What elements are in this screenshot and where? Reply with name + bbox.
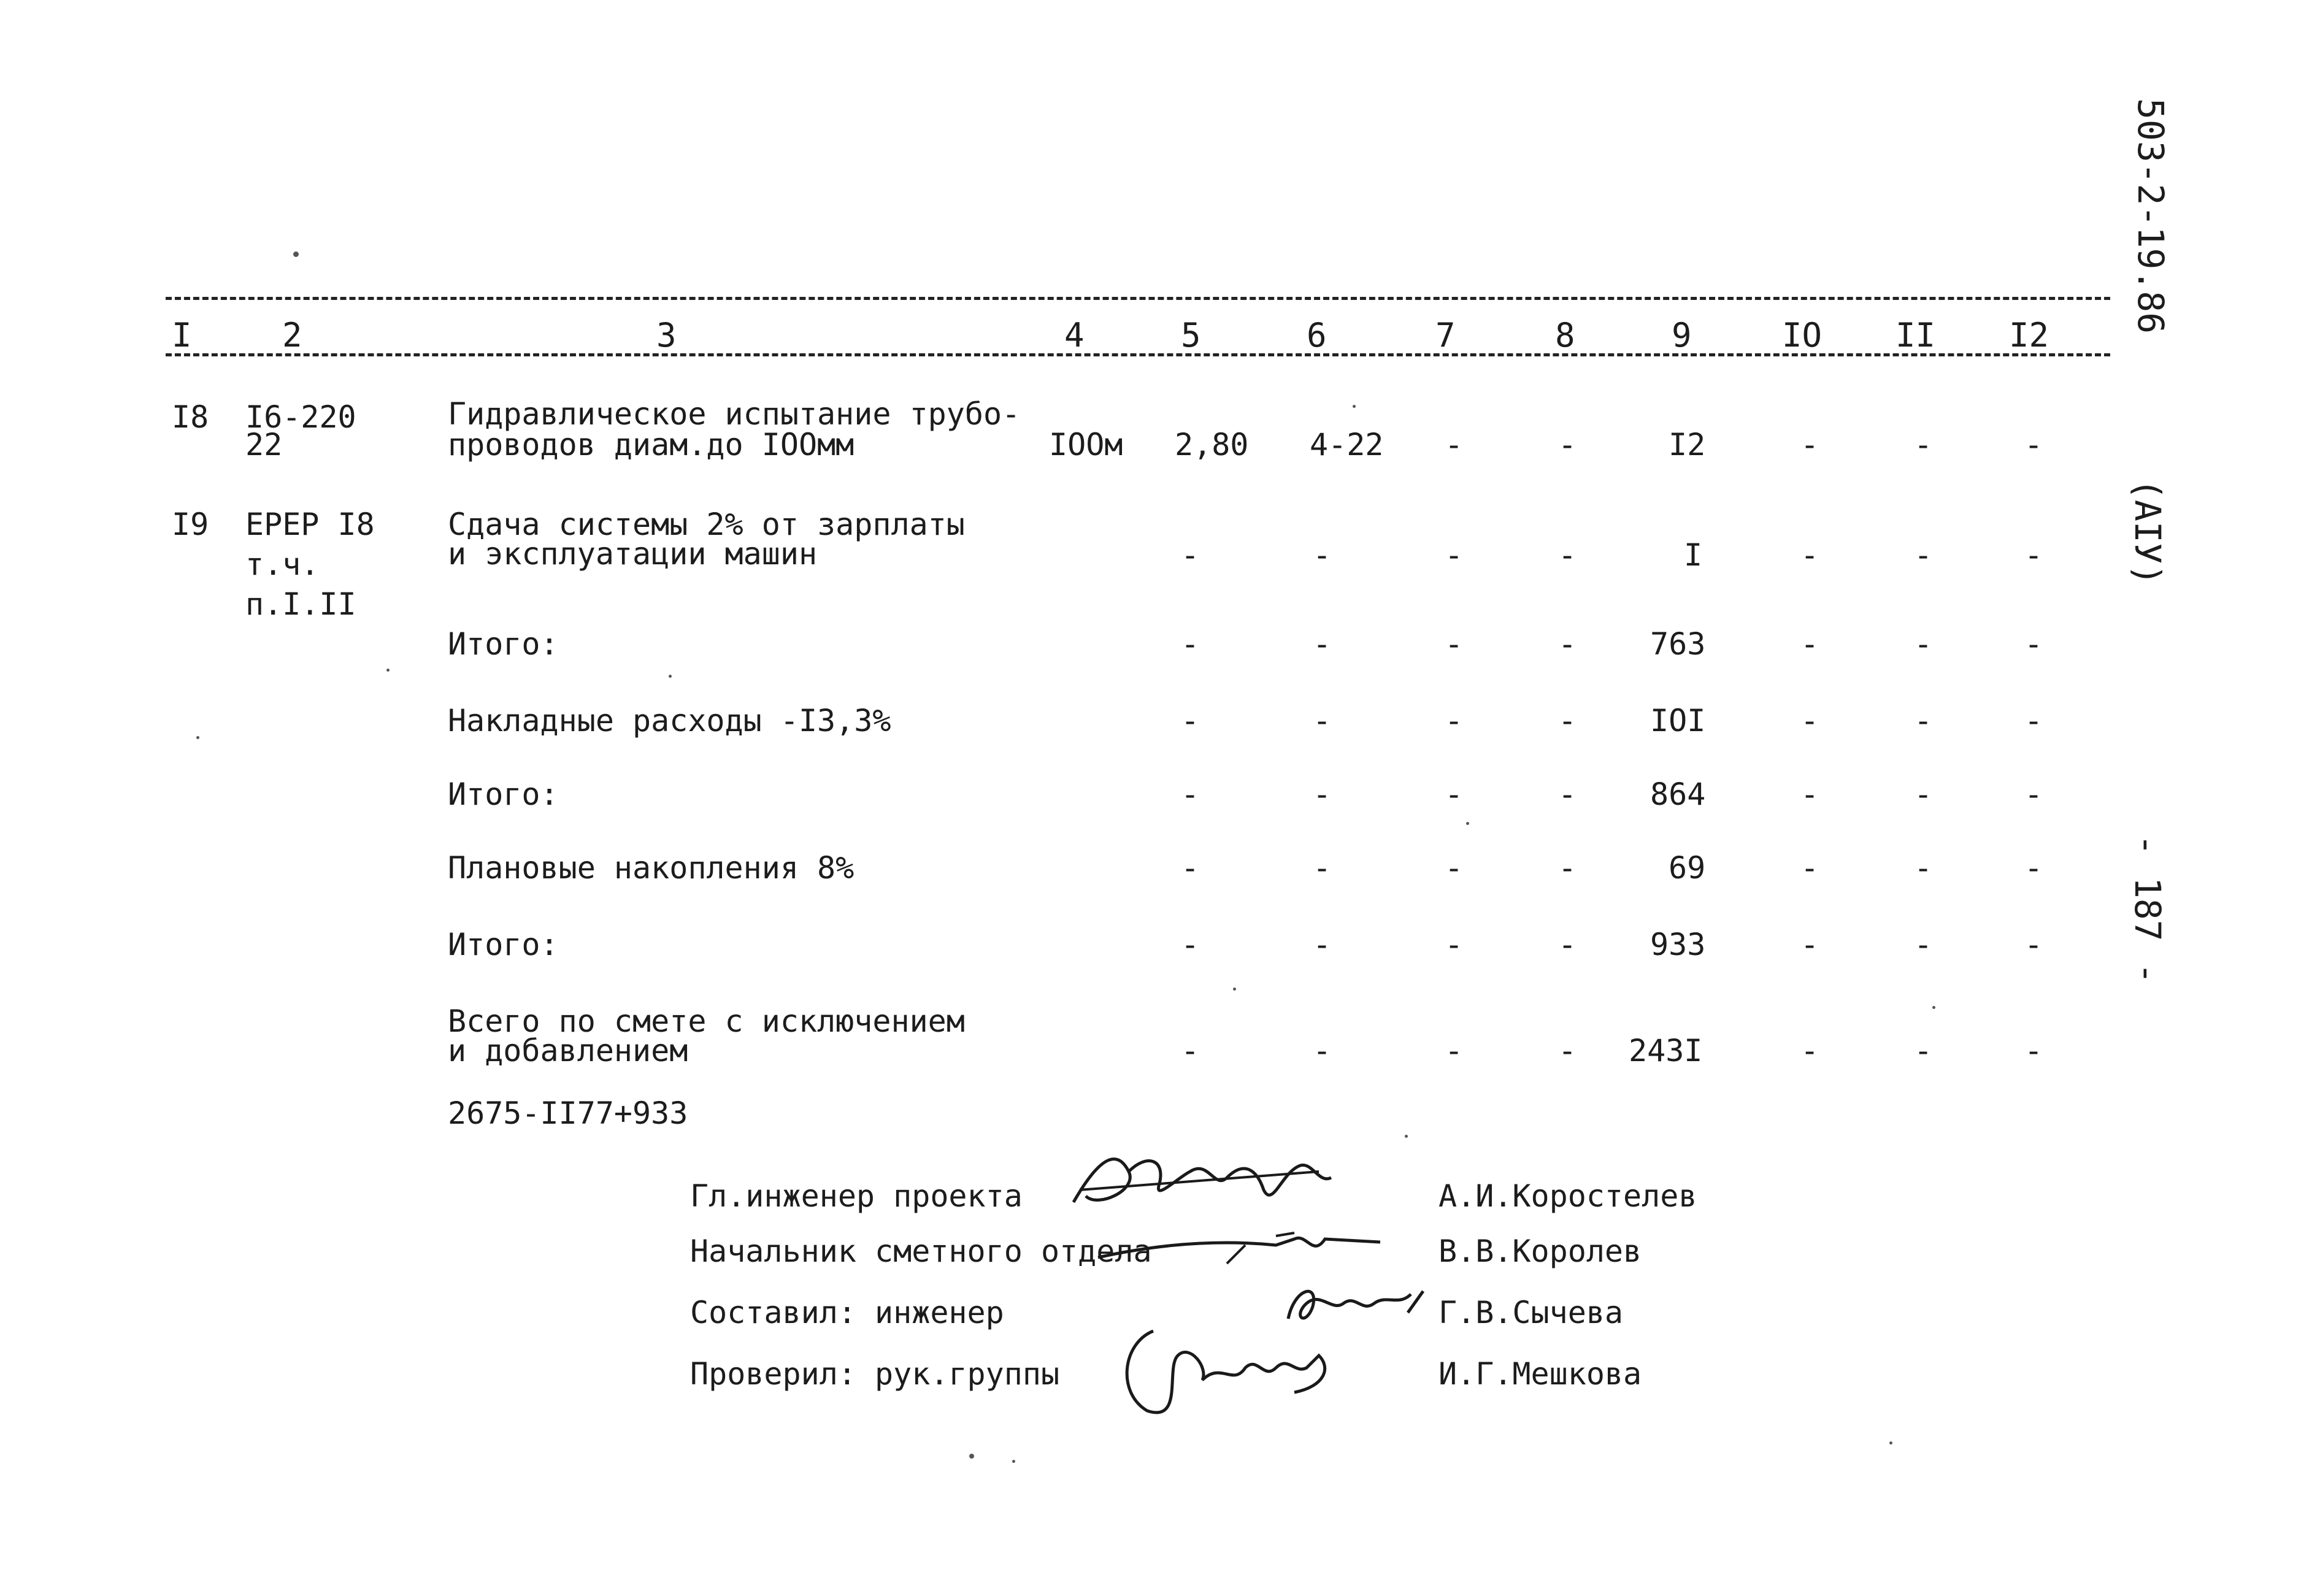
summary-col7: -: [1445, 703, 1464, 739]
summary-col5: -: [1181, 703, 1200, 739]
summary-col12: -: [2024, 1033, 2043, 1068]
row-col5: 2,80: [1175, 427, 1249, 462]
row-col6: 4-22: [1310, 427, 1384, 462]
summary-col12: -: [2024, 626, 2043, 662]
row-code: т.ч.: [245, 547, 320, 582]
row-description: и эксплуатации машин: [448, 536, 818, 572]
col-header-12: I2: [2009, 316, 2049, 355]
summary-col5: -: [1181, 777, 1200, 812]
summary-col10: -: [1800, 626, 1819, 662]
row-code: 22: [245, 427, 283, 462]
summary-col8: -: [1558, 777, 1577, 812]
signature-scrawl-2: [1092, 1221, 1411, 1276]
summary-col5: -: [1181, 927, 1200, 962]
summary-col12: -: [2024, 850, 2043, 886]
scan-speck: [969, 1454, 974, 1459]
signature-role: Начальник сметного отдела: [690, 1233, 1152, 1269]
row-col9: I2: [1669, 427, 1706, 462]
summary-label: Итого:: [448, 626, 559, 662]
signature-name: Г.В.Сычева: [1438, 1295, 1624, 1330]
summary-col11: -: [1914, 927, 1933, 962]
summary-col7: -: [1445, 850, 1464, 886]
scan-speck: [1012, 1460, 1015, 1463]
scan-speck: [1353, 405, 1356, 408]
row-code: п.I.II: [245, 586, 356, 622]
summary-label: Всего по смете с исключением: [448, 1003, 965, 1039]
row-description: проводов диам.до IOOмм: [448, 427, 855, 462]
signature-name: И.Г.Мешкова: [1438, 1356, 1642, 1392]
summary-col7: -: [1445, 927, 1464, 962]
summary-col12: -: [2024, 703, 2043, 739]
summary-col12: -: [2024, 927, 2043, 962]
col-header-4: 4: [1064, 316, 1085, 355]
total-formula: 2675-II77+933: [448, 1095, 688, 1131]
summary-label: Итого:: [448, 927, 559, 962]
row-col10: -: [1800, 537, 1819, 573]
scan-speck: [386, 669, 390, 672]
row-col8: -: [1558, 537, 1577, 573]
summary-col6: -: [1313, 850, 1332, 886]
summary-col10: -: [1800, 850, 1819, 886]
scan-speck: [1405, 1135, 1408, 1138]
row-description: Сдача системы 2% от зарплаты: [448, 507, 965, 542]
scan-speck: [1466, 822, 1469, 825]
summary-col7: -: [1445, 1033, 1464, 1068]
summary-col8: -: [1558, 626, 1577, 662]
col-header-6: 6: [1307, 316, 1327, 355]
summary-col11: -: [1914, 703, 1933, 739]
summary-col9: 243I: [1629, 1033, 1703, 1068]
row-unit: IOOм: [1049, 427, 1123, 462]
summary-col7: -: [1445, 626, 1464, 662]
col-header-9: 9: [1672, 316, 1692, 355]
header-rule-top: [166, 297, 2110, 300]
summary-col8: -: [1558, 1033, 1577, 1068]
col-header-8: 8: [1555, 316, 1575, 355]
summary-col10: -: [1800, 927, 1819, 962]
summary-col12: -: [2024, 777, 2043, 812]
col-header-2: 2: [282, 316, 302, 355]
summary-col6: -: [1313, 927, 1332, 962]
scan-speck: [1233, 988, 1236, 991]
row-col12: -: [2024, 427, 2043, 462]
summary-col11: -: [1914, 626, 1933, 662]
summary-col9: 69: [1669, 850, 1706, 886]
row-col11: -: [1914, 427, 1933, 462]
summary-col6: -: [1313, 626, 1332, 662]
row-col6: -: [1313, 537, 1332, 573]
summary-col10: -: [1800, 703, 1819, 739]
signature-scrawl-4: [1110, 1319, 1368, 1423]
col-header-10: IO: [1782, 316, 1823, 355]
scan-speck: [669, 675, 672, 678]
summary-col9: 763: [1650, 626, 1706, 662]
col-header-5: 5: [1181, 316, 1201, 355]
summary-col6: -: [1313, 777, 1332, 812]
signature-role: Проверил: рук.группы: [690, 1356, 1060, 1392]
row-code: ЕРЕР I8: [245, 507, 375, 542]
signature-role: Составил: инженер: [690, 1295, 1004, 1330]
scan-speck: [1889, 1441, 1892, 1444]
summary-col9: 933: [1650, 927, 1706, 962]
row-col10: -: [1800, 427, 1819, 462]
summary-col5: -: [1181, 850, 1200, 886]
row-col5: -: [1181, 537, 1200, 573]
row-col12: -: [2024, 537, 2043, 573]
summary-col8: -: [1558, 850, 1577, 886]
summary-col11: -: [1914, 777, 1933, 812]
summary-col5: -: [1181, 626, 1200, 662]
doc-code: 503-2-19.86: [2130, 98, 2172, 334]
scan-speck: [293, 251, 299, 257]
row-col11: -: [1914, 537, 1933, 573]
summary-label: Накладные расходы -I3,3%: [448, 703, 891, 739]
row-col7: -: [1445, 537, 1464, 573]
summary-col5: -: [1181, 1033, 1200, 1068]
col-header-11: II: [1896, 316, 1936, 355]
summary-col7: -: [1445, 777, 1464, 812]
summary-col8: -: [1558, 927, 1577, 962]
summary-col11: -: [1914, 850, 1933, 886]
page-number: - 187 -: [2127, 834, 2168, 984]
summary-col10: -: [1800, 777, 1819, 812]
summary-label: Итого:: [448, 777, 559, 812]
row-col8: -: [1558, 427, 1577, 462]
album-mark: (АІУ): [2127, 478, 2168, 586]
col-header-1: I: [172, 316, 192, 355]
scan-speck: [1932, 1006, 1935, 1009]
summary-label: и добавлением: [448, 1033, 688, 1068]
row-col7: -: [1445, 427, 1464, 462]
row-number: I9: [172, 507, 209, 542]
col-header-7: 7: [1435, 316, 1456, 355]
signature-name: А.И.Коростелев: [1438, 1178, 1697, 1214]
row-description: Гидравлическое испытание трубо-: [448, 396, 1021, 432]
summary-label: Плановые накопления 8%: [448, 850, 855, 886]
summary-col10: -: [1800, 1033, 1819, 1068]
row-code: I6-220: [245, 399, 356, 435]
summary-col9: IOI: [1650, 703, 1706, 739]
summary-col6: -: [1313, 703, 1332, 739]
row-number: I8: [172, 399, 209, 435]
scan-speck: [196, 736, 199, 739]
summary-col11: -: [1914, 1033, 1933, 1068]
signature-scrawl-1: [1061, 1135, 1368, 1233]
summary-col8: -: [1558, 703, 1577, 739]
summary-col9: 864: [1650, 777, 1706, 812]
signature-name: В.В.Королев: [1438, 1233, 1642, 1269]
col-header-3: 3: [656, 316, 677, 355]
summary-col6: -: [1313, 1033, 1332, 1068]
row-col9: I: [1684, 537, 1703, 573]
signature-role: Гл.инженер проекта: [690, 1178, 1023, 1214]
